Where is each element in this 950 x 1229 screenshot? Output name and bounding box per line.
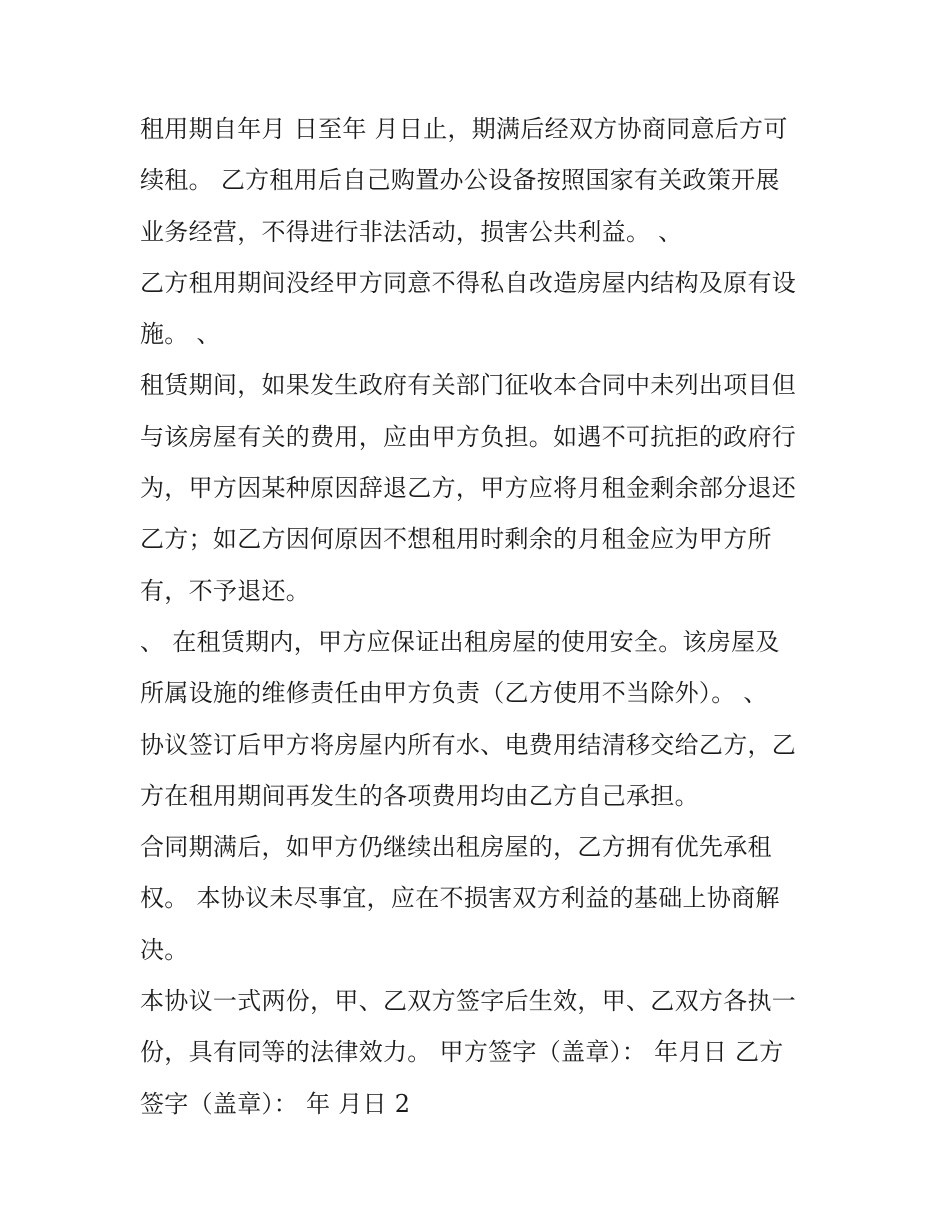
- text-line: 签字（盖章）： 年 月日 2: [140, 1089, 411, 1118]
- text-line: 业务经营，不得进行非法活动，损害公共利益。 、: [140, 217, 683, 246]
- text-line: 权。 本协议未尽事宜，应在不损害双方利益的基础上协商解: [140, 884, 780, 913]
- text-line: 合同期满后，如甲方仍继续出租房屋的，乙方拥有优先承租: [140, 833, 772, 862]
- text-line: 本协议一式两份，甲、乙双方签字后生效，甲、乙双方各执一: [140, 987, 797, 1016]
- text-line: 所属设施的维修责任由甲方负责（乙方使用不当除外）。 、: [140, 679, 768, 708]
- text-line: 为，甲方因某种原因辞退乙方，甲方应将月租金剩余部分退还: [140, 474, 797, 503]
- document-body: [140, 104, 840, 1130]
- text-line: 乙方；如乙方因何原因不想租用时剩余的月租金应为甲方所: [140, 525, 772, 554]
- text-line: 续租。 乙方租用后自己购置办公设备按照国家有关政策开展: [140, 166, 780, 195]
- text-line: 、 在租赁期内，甲方应保证出租房屋的使用安全。该房屋及: [140, 627, 780, 656]
- text-line: 租赁期间，如果发生政府有关部门征收本合同中未列出项目但: [140, 371, 797, 400]
- text-line: 有，不予退还。: [140, 576, 311, 605]
- text-line: 方在租用期间再发生的各项费用均由乙方自己承担。: [140, 781, 699, 810]
- text-line: 协议签订后甲方将房屋内所有水、电费用结清移交给乙方，乙: [140, 730, 797, 759]
- text-line: 施。 、: [140, 320, 221, 349]
- text-line: 决。: [140, 935, 189, 964]
- text-line: 与该房屋有关的费用，应由甲方负担。如遇不可抗拒的政府行: [140, 422, 797, 451]
- text-line: 乙方租用期间没经甲方同意不得私自改造房屋内结构及原有设: [140, 268, 797, 297]
- text-line: 份，具有同等的法律效力。 甲方签字（盖章）： 年月日 乙方: [140, 1038, 784, 1067]
- text-line: 租用期自年月 日至年 月日止，期满后经双方协商同意后方可: [140, 115, 788, 143]
